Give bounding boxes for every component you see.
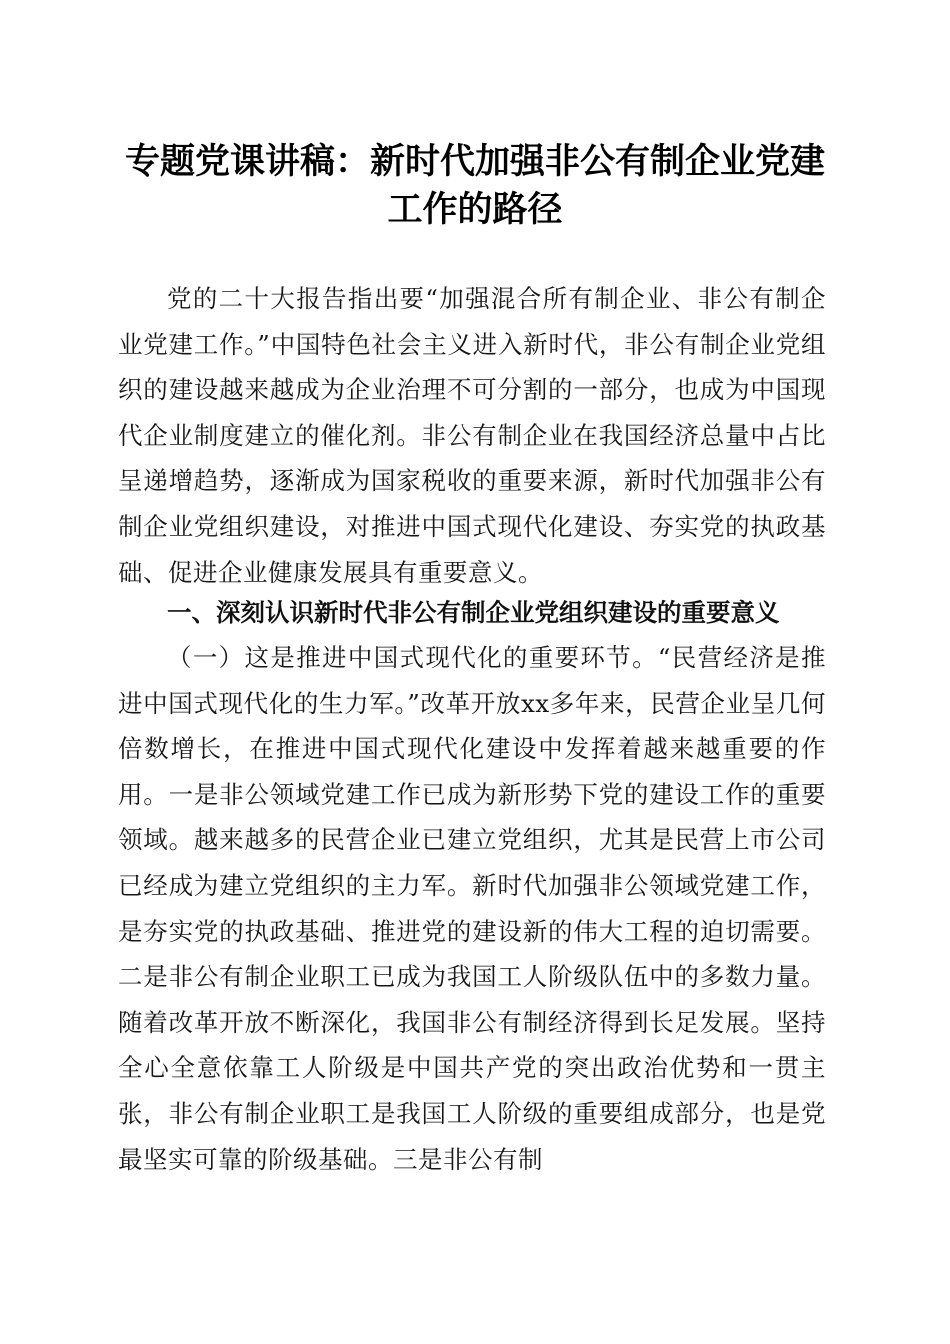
title-line-2: 工作的路径 (387, 189, 563, 230)
section-heading: 一、深刻认识新时代非公有制企业党组织建设的重要意义 (167, 598, 780, 627)
intro-paragraph: 党的二十大报告指出要“加强混合所有制企业、非公有制企业党建工作。”中国特色社会主义进入新时代，非公有制企业党组织的建设越来越成为企业治理不可分割的一部分，也成为中国现代企业制度建立的催化剂。非公有制企业在我国经济总量中占比呈递增趋势，逐渐成为国家税收的重要来源，新时代加强非公有制企业党组织建设，对推进中国式现代化建设、夯实党的执政基础、促进企业健康发展具有重要意义。 (118, 284, 826, 587)
document-title (110, 138, 840, 234)
title-line-1: 专题党课讲稿：新时代加强非公有制企业党建 (124, 141, 825, 182)
section-paragraph: （一）这是推进中国式现代化的重要环节。“民营经济是推进中国式现代化的生力军。”改革开放xx多年来，民营企业呈几何倍数增长，在推进中国式现代化建设中发挥着越来越重要的作用。一是非公领域党建工作已成为新形势下党的建设工作的重要领域。越来越多的民营企业已建立党组织，尤其是民营上市公司已经成为建立党组织的主力军。新时代加强非公领域党建工作，是夯实党的执政基础、推进党的建设新的伟大工程的迫切需要。二是非公有制企业职工已成为我国工人阶级队伍中的多数力量。随着改革开放不断深化，我国非公有制经济得到长足发展。坚持全心全意依靠工人阶级是中国共产党的突出政治优势和一贯主张，非公有制企业职工是我国工人阶级的重要组成部分，也是党最坚实可靠的阶级基础。三是非公有制 (118, 643, 826, 1174)
